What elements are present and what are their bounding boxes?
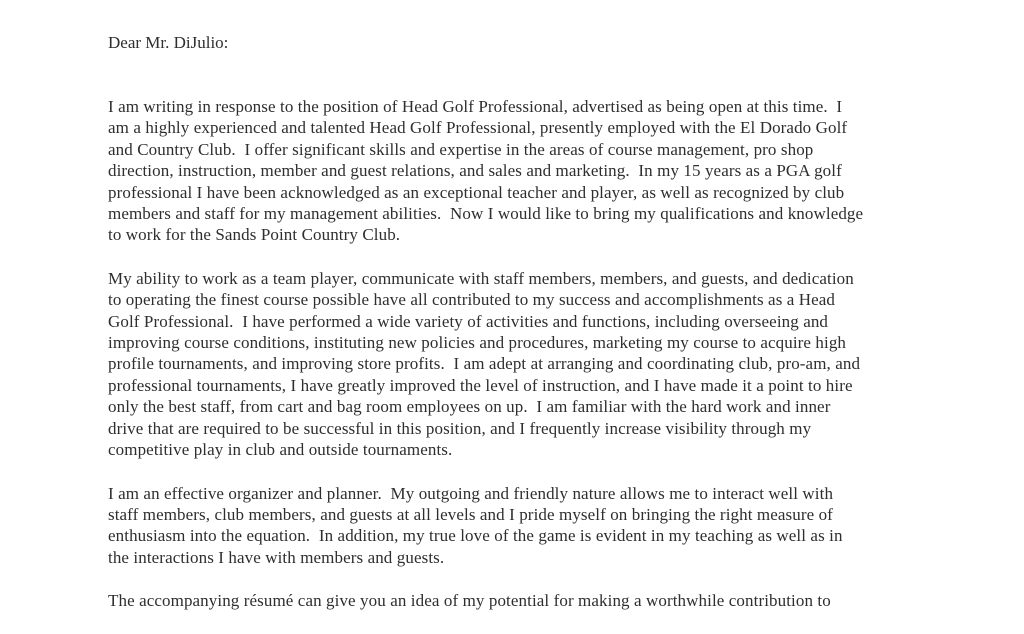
text-line: enthusiasm into the equation. In addition, my true love of the game is evident in my teaching as well as in [108,526,843,546]
paragraph [108,268,938,461]
text-line: direction, instruction, member and guest relations, and sales and marketing. In my 15 years as a PGA golf [108,161,842,181]
letter-body [108,96,938,634]
text-line: members and staff for my management abilities. Now I would like to bring my qualifications and knowledge [108,204,864,224]
text-line: improving course conditions, instituting new policies and procedures, marketing my course to acquire high [108,333,847,353]
paragraph [108,483,938,569]
paragraph [108,96,938,246]
text-line: The accompanying résumé can give you an idea of my potential for making a worthwhile contribution to [108,591,831,611]
text-line: drive that are required to be successful in this position, and I frequently increase visibility through my [108,418,812,438]
text-line: the interactions I have with members and guests. [108,547,445,567]
text-line: to work for the Sands Point Country Club. [108,225,401,245]
text-line: Golf Professional. I have performed a wide variety of activities and functions, including overseeing and [108,311,829,331]
paragraph [108,590,938,611]
text-line: staff members, club members, and guests at all levels and I pride myself on bringing the right measure of [108,504,833,524]
text-line: professional tournaments, I have greatly improved the level of instruction, and I have made it a point to hire [108,375,853,395]
text-line: profile tournaments, and improving store profits. I am adept at arranging and coordinating club, pro-am, and [108,354,861,374]
text-line: professional I have been acknowledged as an exceptional teacher and player, as well as recognized by club [108,182,845,202]
text-line: and Country Club. I offer significant skills and expertise in the areas of course management, pro shop [108,139,814,159]
text-line: to operating the finest course possible have all contributed to my success and accomplishments as a Head [108,290,836,310]
salutation: Dear Mr. DiJulio: [108,33,229,52]
text-line: competitive play in club and outside tournaments. [108,440,453,460]
text-line: My ability to work as a team player, communicate with staff members, members, and guests, and dedication [108,268,854,288]
text-line: I am writing in response to the position of Head Golf Professional, advertised as being open at this time. I [108,97,843,116]
text-line: am a highly experienced and talented Head Golf Professional, presently employed with the El Dorado Golf [108,118,848,138]
text-line: I am an effective organizer and planner. My outgoing and friendly nature allows me to interact well with [108,483,834,503]
text-line: only the best staff, from cart and bag room employees on up. I am familiar with the hard work and inner [108,397,831,417]
